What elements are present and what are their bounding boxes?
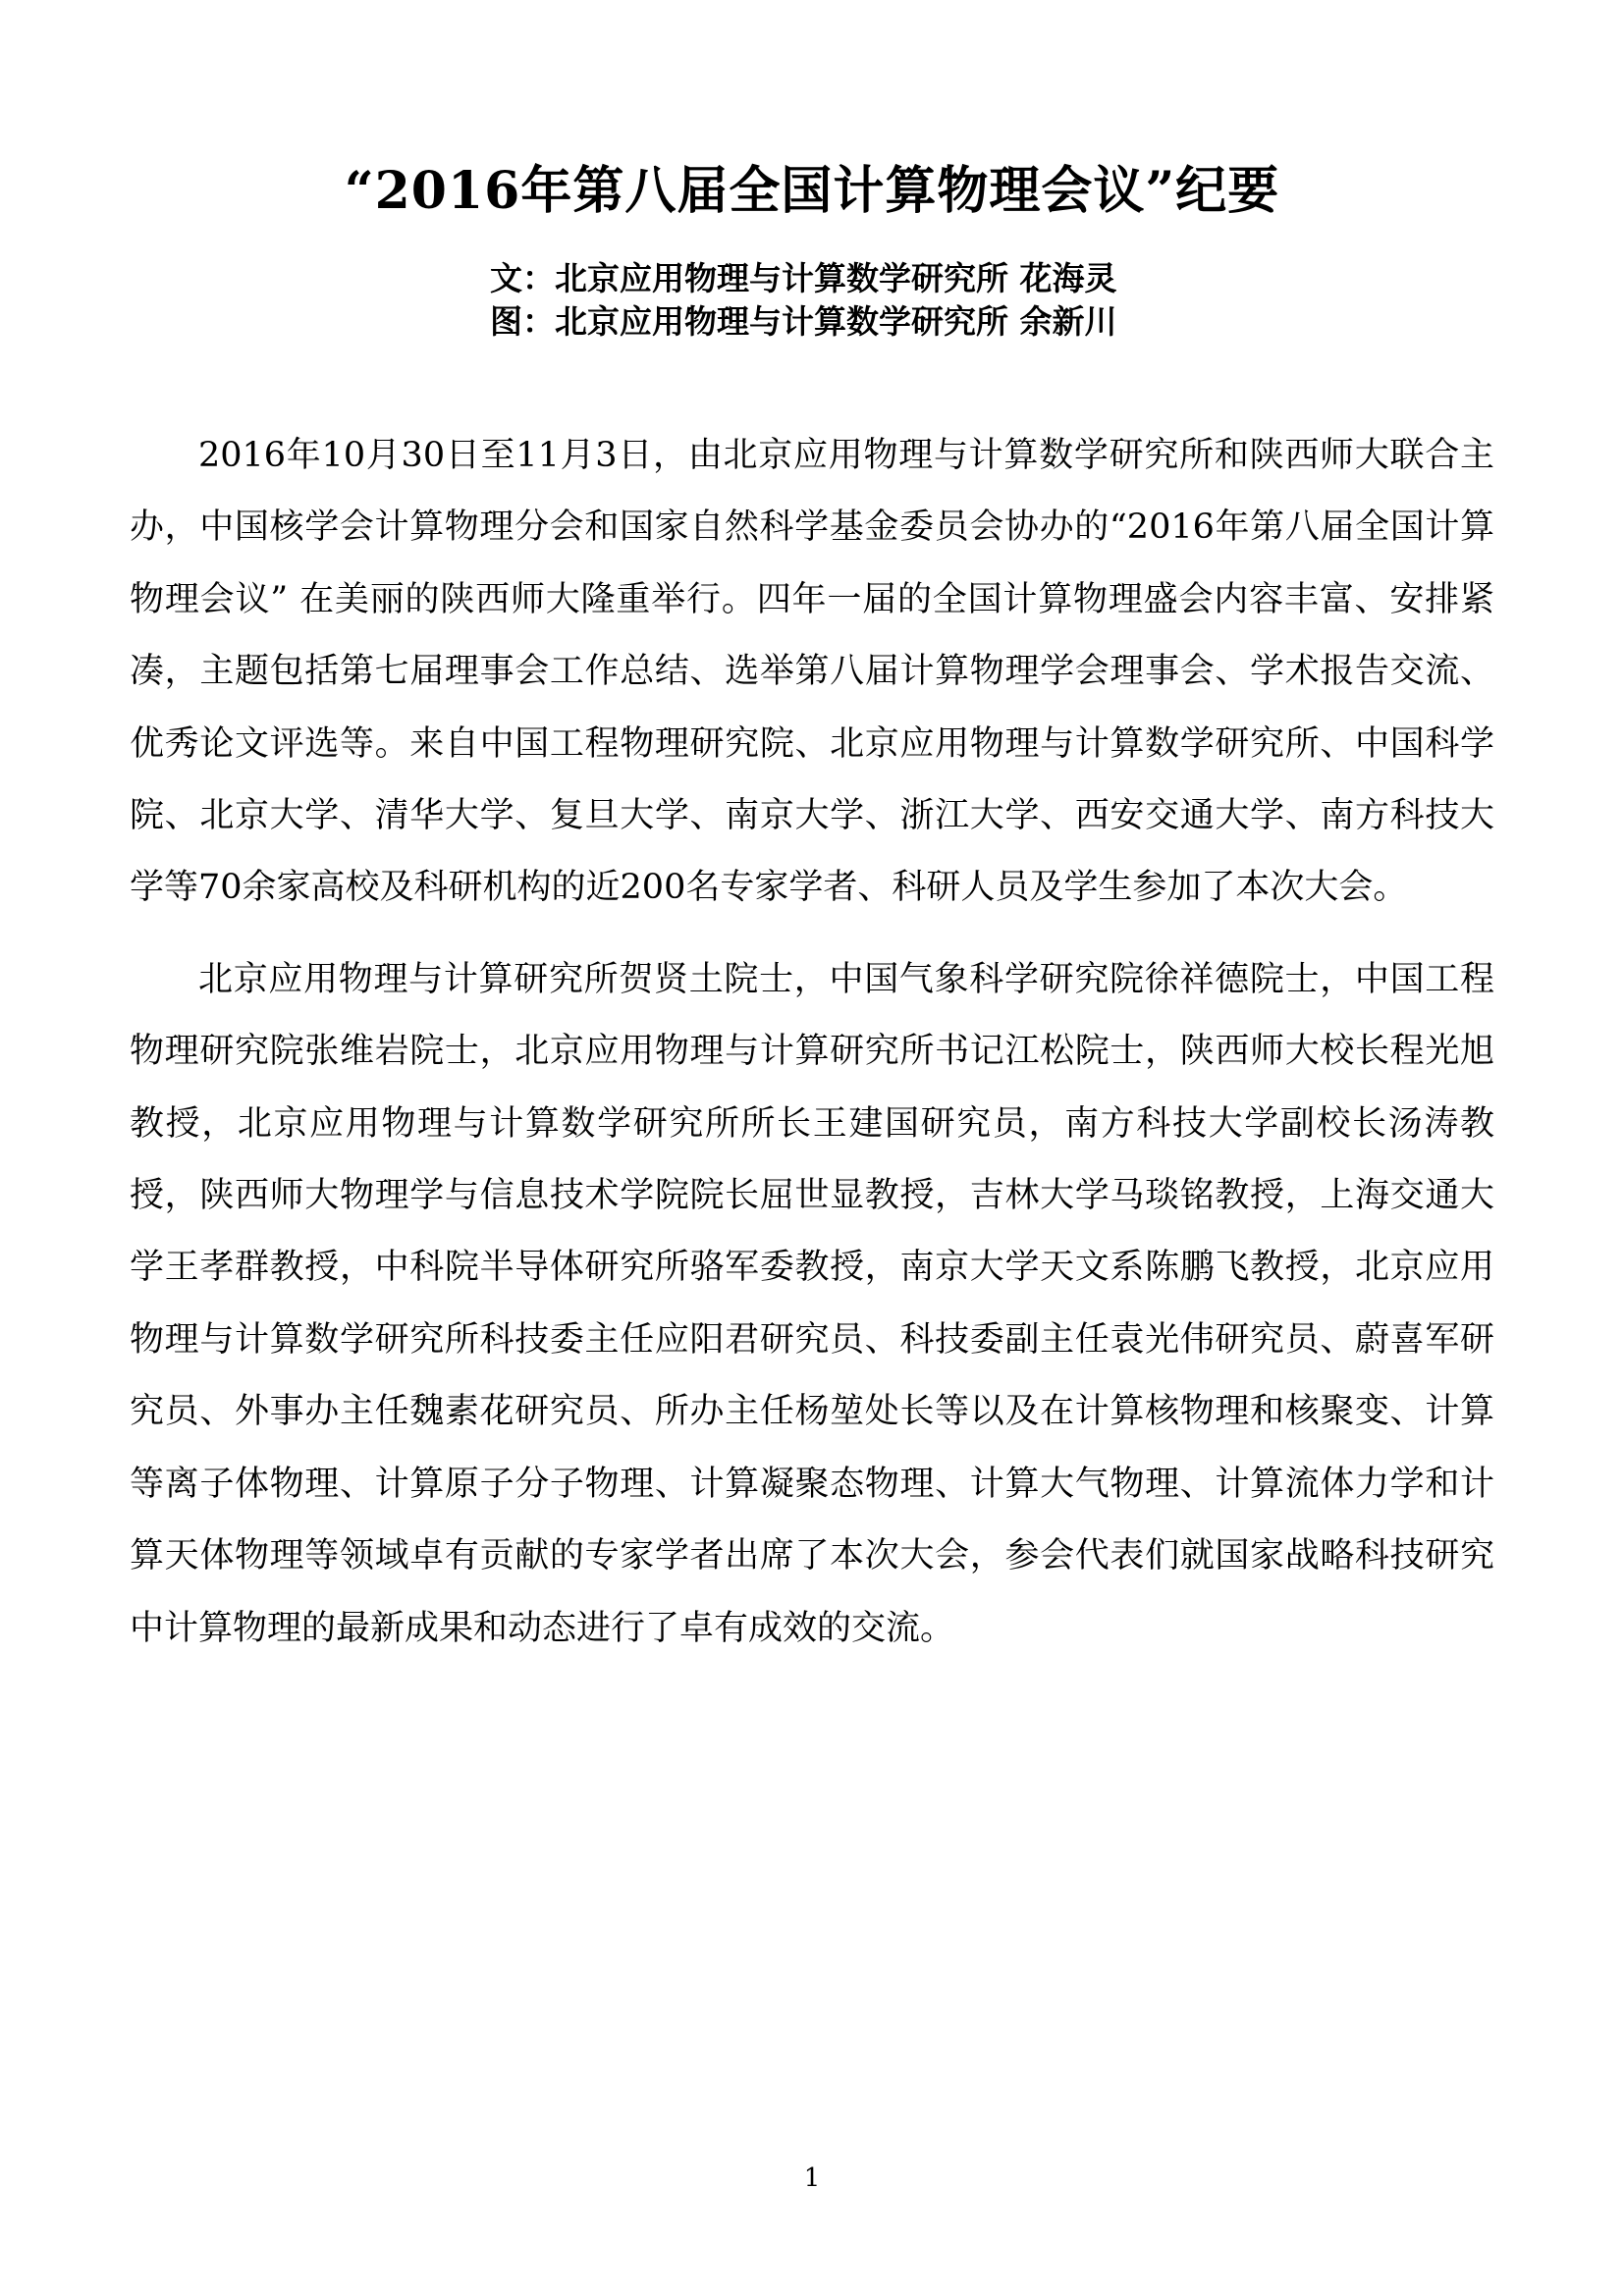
- document-body: [130, 420, 1494, 1684]
- byline-photographer: 图：北京应用物理与计算数学研究所 余新川: [490, 302, 1117, 341]
- document-title: “2016年第八届全国计算物理会议”纪要: [344, 161, 1280, 221]
- paragraph: 2016年10月30日至11月3日，由北京应用物理与计算数学研究所和陕西师大联合主办，中国核学会计算物理分会和国家自然科学基金委员会协办的“2016年第八届全国计算物理会议” 在美丽的陕西师大隆重举行。四年一届的全国计算物理盛会内容丰富、安排紧凑，主题包括第七届理事会工作总结、选举第八届计算物理学会理事会、学术报告交流、优秀论文评选等。来自中国工程物理研究院、北京应用物理与计算数学研究所、中国科学院、北京大学、清华大学、复旦大学、南京大学、浙江大学、西安交通大学、南方科技大学等70余家高校及科研机构的近200名专家学者、科研人员及学生参加了本次大会。: [130, 436, 1494, 908]
- page-number: 1: [803, 2163, 821, 2193]
- byline-author: 文：北京应用物理与计算数学研究所 花海灵: [490, 259, 1117, 297]
- paragraph: 北京应用物理与计算研究所贺贤土院士，中国气象科学研究院徐祥德院士，中国工程物理研究院张维岩院士，北京应用物理与计算研究所书记江松院士，陕西师大校长程光旭教授，北京应用物理与计算数学研究所所长王建国研究员，南方科技大学副校长汤涛教授，陕西师大物理学与信息技术学院院长屈世显教授，吉林大学马琰铭教授，上海交通大学王孝群教授，中科院半导体研究所骆军委教授，南京大学天文系陈鹏飞教授，北京应用物理与计算数学研究所科技委主任应阳君研究员、科技委副主任袁光伟研究员、蔚喜军研究员、外事办主任魏素花研究员、所办主任杨堃处长等以及在计算核物理和核聚变、计算等离子体物理、计算原子分子物理、计算凝聚态物理、计算大气物理、计算流体力学和计算天体物理等领域卓有贡献的专家学者出席了本次大会，参会代表们就国家战略科技研究中计算物理的最新成果和动态进行了卓有成效的交流。: [130, 959, 1494, 1648]
